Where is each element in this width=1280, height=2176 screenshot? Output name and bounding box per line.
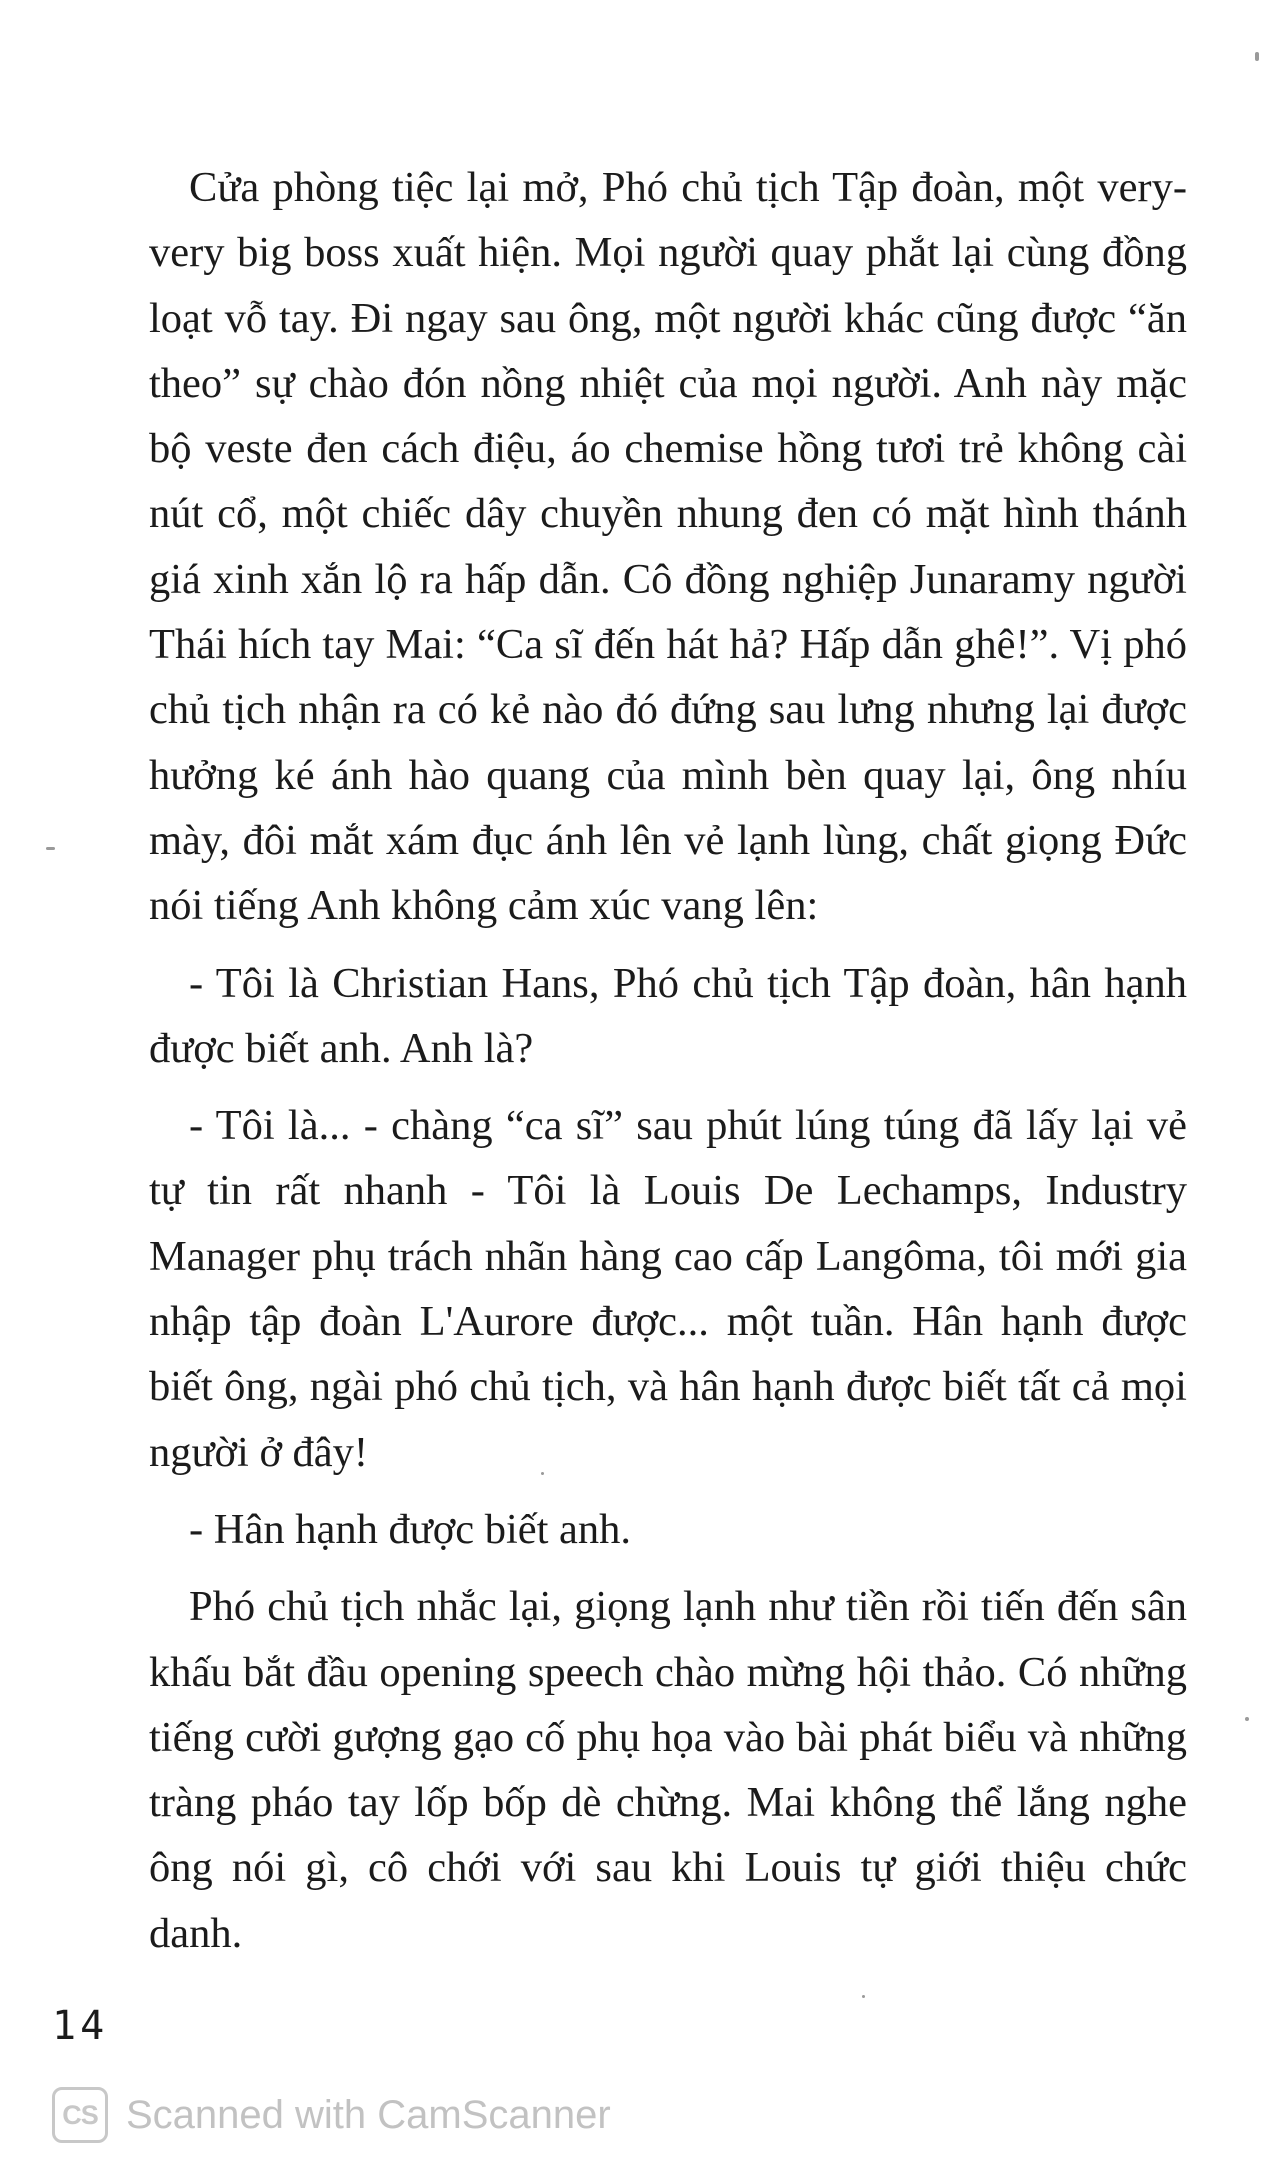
scan-speck bbox=[46, 847, 55, 850]
scan-speck bbox=[1255, 52, 1259, 61]
camscanner-logo-icon: CS bbox=[52, 2087, 108, 2143]
scan-speck bbox=[862, 1995, 865, 1998]
paragraph-dialogue-reply: - Hân hạnh được biết anh. bbox=[189, 1505, 632, 1553]
paragraph-dialogue-hans: - Tôi là Christian Hans, Phó chủ tịch Tập đoàn, hân hạnh được biết anh. Anh là? bbox=[149, 959, 1187, 1072]
body-text bbox=[149, 155, 1187, 1966]
scan-speck bbox=[1245, 1717, 1249, 1721]
paragraph-dialogue-louis: - Tôi là... - chàng “ca sĩ” sau phút lúng túng đã lấy lại vẻ tự tin rất nhanh - Tôi là Louis De Lechamps, Industry Manager phụ trách nhãn hàng cao cấp Langôma, tôi mới gia nhập tập đoàn L'Aurore được... một tuần. Hân hạnh được biết ông, ngài phó chủ tịch, và hân hạnh được biết tất cả mọi người ở đây! bbox=[149, 1102, 1187, 1476]
scan-speck bbox=[541, 1472, 544, 1475]
paragraph-intro: Cửa phòng tiệc lại mở, Phó chủ tịch Tập đoàn, một very-very big boss xuất hiện. Mọi người quay phắt lại cùng đồng loạt vỗ tay. Đi ngay sau ông, một người khác cũng được “ăn theo” sự chào đón nồng nhiệt của mọi người. Anh này mặc bộ veste đen cách điệu, áo chemise hồng tươi trẻ không cài nút cổ, một chiếc dây chuyền nhung đen có mặt hình thánh giá xinh xắn lộ ra hấp dẫn. Cô đồng nghiệp Junaramy người Thái hích tay Mai: “Ca sĩ đến hát hả? Hấp dẫn ghê!”. Vị phó chủ tịch nhận ra có kẻ nào đó đứng sau lưng nhưng lại được hưởng ké ánh hào quang của mình bèn quay lại, ông nhíu mày, đôi mắt xám đục ánh lên vẻ lạnh lùng, chất giọng Đức nói tiếng Anh không cảm xúc vang lên: bbox=[149, 164, 1187, 930]
page-number: 14 bbox=[52, 2003, 109, 2049]
scanner-label: Scanned with CamScanner bbox=[126, 2092, 611, 2137]
paragraph-closing: Phó chủ tịch nhắc lại, giọng lạnh như tiền rồi tiến đến sân khấu bắt đầu opening speech chào mừng hội thảo. Có những tiếng cười gượng gạo cố phụ họa vào bài phát biểu và những tràng pháo tay lốp bốp dè chừng. Mai không thể lắng nghe ông nói gì, cô chới với sau khi Louis tự giới thiệu chức danh. bbox=[149, 1583, 1187, 1957]
scanner-watermark bbox=[52, 2085, 611, 2145]
